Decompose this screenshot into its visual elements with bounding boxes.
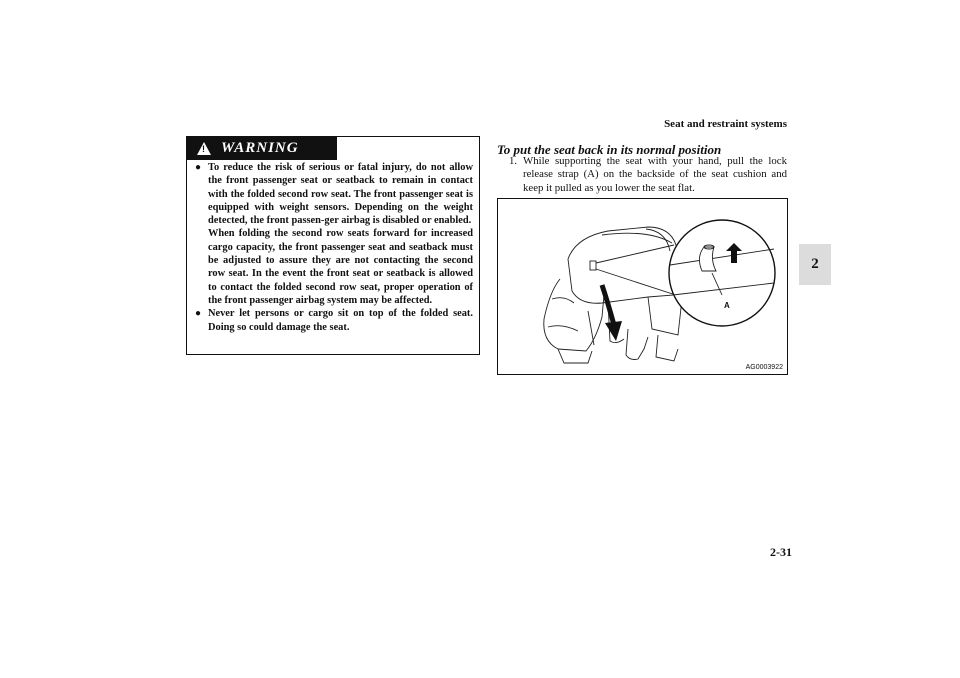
step-number: 1. [509,155,518,167]
warning-text: When folding the second row seats forward for increased cargo capacity, the front passenger seat and seatback must be adjusted to assure they are not contacting the second row seat. In the event the front seat or seatback is allowed to contact the folded second row seat, proper operation of the front passenger airbag system may be affected. [208,228,473,306]
page-number: 2-31 [770,545,792,559]
step-text: While supporting the seat with your hand, pull the lock release strap (A) on the backside of the seat cushion and keep it pulled as you lower the seat flat. [523,155,787,194]
warning-box [186,136,480,355]
chapter-tab[interactable] [799,244,831,285]
bullet-dot-icon: ● [195,162,202,173]
warning-body [195,161,473,334]
figure-code: AG0003922 [745,364,783,371]
warning-bullet [195,161,473,307]
warning-text: Never let persons or cargo sit on top of the folded seat. Doing so could damage the seat. [208,308,473,333]
chapter-number: 2 [811,256,819,272]
warning-title: WARNING [221,140,299,156]
warning-text: To reduce the risk of serious or fatal injury, do not allow the front passenger seat or seatback to remain in contact with the folded second row seat. The front passenger seat is equipped with weight sensors. Depending on the weight detected, the front passen-ger airbag is disabled or enabled. [208,162,473,227]
running-header: Seat and restraint systems [664,118,787,130]
seat-illustration [497,198,788,375]
callout-label-a: A [724,301,730,310]
section-title: To put the seat back in its normal position [497,142,722,157]
bullet-dot-icon: ● [195,308,202,320]
warning-header [187,137,337,160]
warning-bullet [195,307,473,334]
warning-triangle-icon: ! [197,142,211,155]
instruction-step [509,155,787,195]
seat-drawing [498,199,787,374]
